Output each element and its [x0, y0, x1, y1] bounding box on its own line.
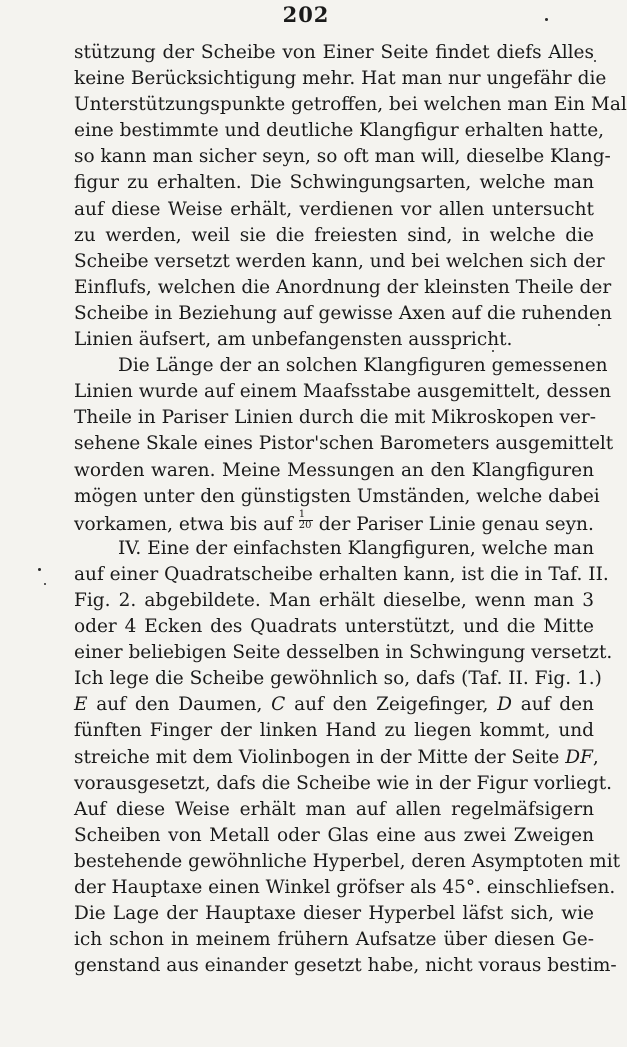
- scan-speck: [545, 18, 548, 21]
- italic-letter: E: [74, 694, 88, 716]
- text-line: eine bestimmte und deutliche Klangfigur erhalten hatte,: [74, 120, 605, 142]
- text-line: mögen unter den günstigsten Umständen, welche dabei: [74, 485, 600, 507]
- text-line: Linien äufsert, am unbefangensten ausspricht.: [74, 329, 513, 351]
- scan-speck: [594, 60, 596, 62]
- text-line: Scheiben von Metall oder Glas eine aus zwei Zweigen: [74, 824, 594, 846]
- text-line-with-fraction: [74, 510, 594, 536]
- text-line: sehene Skale eines Pistor'schen Barometers ausgemittelt: [74, 433, 614, 455]
- text-segment: ,: [592, 746, 599, 768]
- text-line: IV. Eine der einfachsten Klangfiguren, welche man: [118, 537, 594, 559]
- text-line-with-italics: [74, 745, 599, 771]
- text-line: Unterstützungspunkte getroffen, bei welchen man Ein Mal: [74, 94, 627, 116]
- text-line: worden waren. Meine Messungen an den Klangfiguren: [74, 459, 594, 481]
- text-line: Theile in Pariser Linien durch die mit Mikroskopen ver-: [74, 407, 597, 429]
- scan-speck: [38, 568, 41, 571]
- text-line: Ich lege die Scheibe gewöhnlich so, dafs (Taf. II. Fig. 1.): [74, 668, 602, 690]
- text-line: ich schon in meinem frühern Aufsatze über diesen Ge-: [74, 929, 594, 951]
- scan-speck: [44, 583, 46, 585]
- text-line: auf diese Weise erhält, verdienen vor allen untersucht: [74, 198, 594, 220]
- text-line: Scheibe versetzt werden kann, und bei welchen sich der: [74, 250, 605, 272]
- scan-speck: [598, 324, 600, 326]
- text-line: Die Lage der Hauptaxe dieser Hyperbel läfst sich, wie: [74, 903, 594, 925]
- text-line: Auf diese Weise erhält man auf allen regelmäfsigern: [74, 798, 594, 820]
- text-line: Fig. 2. abgebildete. Man erhält dieselbe, wenn man 3: [74, 589, 594, 611]
- text-line: Linien wurde auf einem Maafsstabe ausgemittelt, dessen: [74, 381, 612, 403]
- text-line: einer beliebigen Seite desselben in Schwingung versetzt.: [74, 642, 613, 664]
- page-number: 202: [282, 2, 330, 27]
- text-line: so kann man sicher seyn, so oft man will, dieselbe Klang-: [74, 146, 611, 168]
- text-segment: vorkamen, etwa bis auf: [74, 513, 293, 535]
- text-segment: auf den Zeigefinger,: [294, 694, 489, 716]
- italic-letter: D: [497, 694, 512, 716]
- text-segment: streiche mit dem Violinbogen in der Mitte der Seite: [74, 746, 560, 768]
- text-line: Die Länge der an solchen Klangfiguren gemessenen: [118, 355, 608, 377]
- italic-letter: C: [271, 694, 286, 716]
- text-line: vorausgesetzt, dafs die Scheibe wie in der Figur vorliegt.: [74, 772, 613, 794]
- text-line: auf einer Quadratscheibe erhalten kann, ist die in Taf. II.: [74, 563, 609, 585]
- text-line: bestehende gewöhnliche Hyperbel, deren Asymptoten mit: [74, 850, 621, 872]
- text-line: genstand aus einander gesetzt habe, nicht voraus bestim-: [74, 955, 617, 977]
- body-text: [74, 40, 627, 979]
- text-segment: auf den Daumen,: [96, 694, 263, 716]
- text-line: keine Berücksichtigung mehr. Hat man nur ungefähr die: [74, 68, 607, 90]
- fraction-denominator: 20: [298, 519, 312, 531]
- text-segment: der Pariser Linie genau seyn.: [318, 513, 594, 535]
- text-line: oder 4 Ecken des Quadrats unterstützt, und die Mitte: [74, 616, 594, 638]
- scan-speck: [492, 350, 494, 352]
- text-line: zu werden, weil sie die freiesten sind, in welche die: [74, 224, 594, 246]
- text-segment: auf den: [520, 694, 594, 716]
- italic-letters: DF: [565, 746, 593, 768]
- fraction-numerator: 1: [299, 510, 313, 521]
- text-line: figur zu erhalten. Die Schwingungsarten, welche man: [74, 172, 594, 194]
- text-line: Scheibe in Beziehung auf gewisse Axen auf die ruhenden: [74, 302, 612, 324]
- text-line-with-italics: [74, 692, 594, 718]
- text-line: Einflufs, welchen die Anordnung der kleinsten Theile der: [74, 276, 612, 298]
- text-line: stützung der Scheibe von Einer Seite findet diefs Alles: [74, 42, 594, 63]
- text-line: fünften Finger der linken Hand zu liegen kommt, und: [74, 720, 594, 742]
- text-line: der Hauptaxe einen Winkel gröfser als 45°. einschliefsen.: [74, 877, 616, 898]
- fraction: [299, 510, 313, 531]
